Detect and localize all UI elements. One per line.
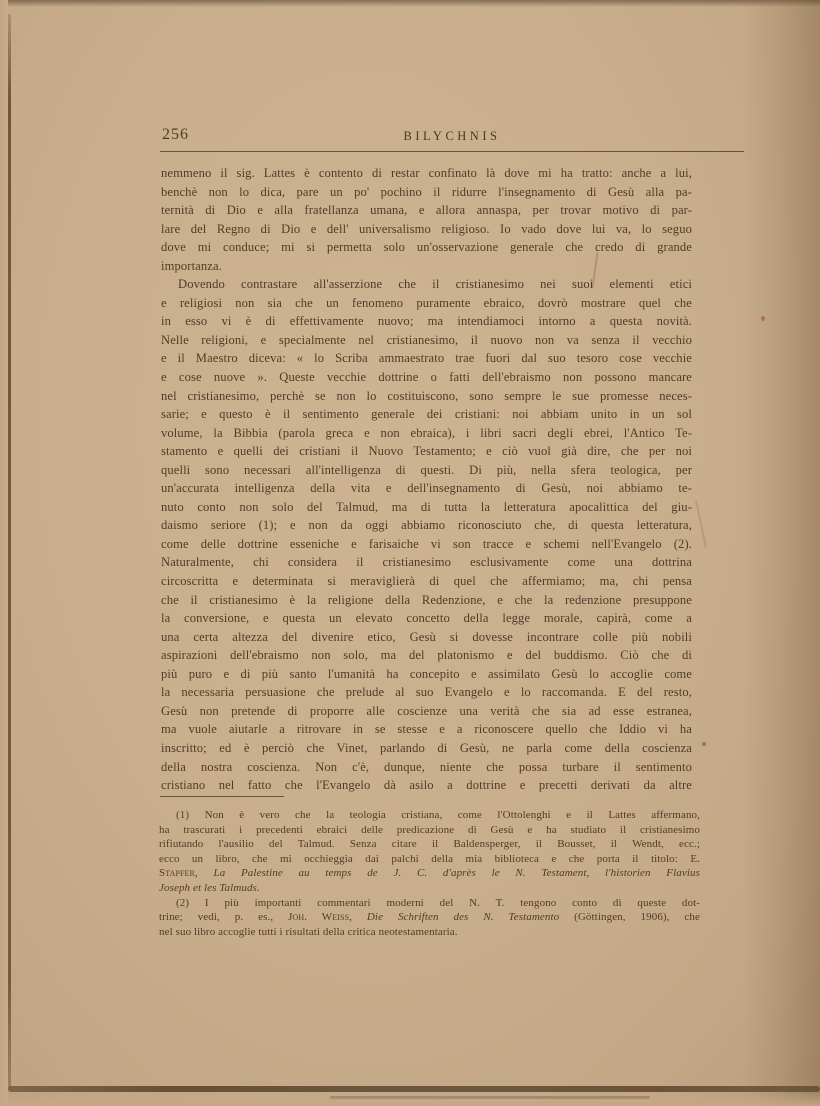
footnote-line xyxy=(159,925,700,940)
body-line xyxy=(161,331,692,350)
text-segment: Die Schriften des N. Testamento xyxy=(366,911,560,924)
text-segment: , xyxy=(349,911,367,924)
text-segment: La Palestine au temps de J. C. d'après le N. Testament, l'historien Flavius xyxy=(213,867,700,880)
paragraph xyxy=(161,275,692,794)
text-segment: Joh. Weiss xyxy=(288,911,350,924)
footnote-line xyxy=(159,808,700,823)
text-segment: (Göttingen, 1906), che xyxy=(559,911,700,924)
text-segment: inscritto; ed è perciò che Vinet, parlando di Gesù, ne parla come della coscienza xyxy=(161,740,692,755)
body-line xyxy=(161,572,692,591)
body-line xyxy=(161,758,692,777)
text-segment: un'accurata intelligenza della vita e dell'insegnamento di Gesù, noi abbiamo te- xyxy=(161,481,692,496)
text-segment: nuto conto non solo del Talmud, ma di tutta la letteratura apocalittica del giu- xyxy=(161,499,692,514)
paper-crease xyxy=(695,500,707,547)
body-line xyxy=(161,387,692,406)
body-line xyxy=(161,220,692,239)
text-segment: stamento e quelli dei cristiani il Nuovo Testamento; e ciò vuol già dire, che per noi xyxy=(161,444,692,459)
text-segment: Dovendo contrastare all'asserzione che il cristianesimo nei suoi elementi etici xyxy=(178,277,692,292)
body-line xyxy=(161,294,692,313)
footnote-line xyxy=(159,852,700,867)
body-line xyxy=(161,424,692,443)
text-segment: della nostra coscienza. Non c'è, dunque, niente che possa turbare il sentimento xyxy=(161,759,692,774)
text-segment: ternità di Dio e alla fratellanza umana, e allora annaspa, per trovar motivo di par- xyxy=(161,203,692,218)
body-line xyxy=(161,312,692,331)
body-line xyxy=(161,238,692,257)
running-title: BILYCHNIS xyxy=(403,129,501,143)
footnote-line xyxy=(159,896,700,911)
page-left-edge xyxy=(0,0,8,1106)
body-line xyxy=(161,646,692,665)
body-line xyxy=(161,442,692,461)
text-segment: come delle dottrine esseniche e farisaiche vi son tracce e schemi nell'Evangelo (2). xyxy=(161,536,692,551)
text-segment: la necessaria persuasione che prelude al suo Evangelo e lo raccomanda. E del resto, xyxy=(161,685,692,700)
text-segment: in esso vi è di effettivamente nuovo; ma intendiamoci intorno a questa novità. xyxy=(161,314,692,329)
body-line xyxy=(161,368,692,387)
text-segment: nel suo libro accoglie tutti i risultati della critica neotestamentaria. xyxy=(159,925,458,938)
text-segment: ecco un libro, che mi occhieggia dai palchi della mia biblioteca e che porta il titolo: E. xyxy=(159,852,700,865)
body-line xyxy=(161,720,692,739)
text-segment: nel cristianesimo, perchè se non lo costituiscono, sono sempre le sue promesse neces- xyxy=(161,388,692,403)
body-line xyxy=(161,498,692,517)
text-segment: daismo seriore (1); e non da oggi abbiamo riconosciuto che, di questa letteratura, xyxy=(161,518,692,533)
text-segment: quelli sono necessari all'intelligenza di questi. Di più, nella sfera teologica, per xyxy=(161,462,692,477)
text-segment: ha trascurati i precedenti ebraici delle predicazione di Gesù e ha studiato il cristianesimo xyxy=(159,823,700,836)
text-segment: e religiosi non sia che un fenomeno puramente ebraico, dovrò mostrare quel che xyxy=(161,295,692,310)
text-segment: circoscritta e determinata si meraviglierà di quel che affermiamo; ma, chi pensa xyxy=(161,574,692,589)
text-segment: Joseph et les Talmuds. xyxy=(159,881,260,894)
body-line xyxy=(161,349,692,368)
paragraph xyxy=(161,164,692,275)
page-number: 256 xyxy=(162,126,189,143)
text-segment: trine; vedi, p. es., xyxy=(159,911,289,924)
body-line xyxy=(161,553,692,572)
body-line xyxy=(161,164,692,183)
text-segment: volume, la Bibbia (parola greca e non ebraica), i libri sacri degli ebrei, l'Antico Te- xyxy=(161,425,692,440)
page-header xyxy=(160,124,744,154)
body-line xyxy=(161,535,692,554)
footnote-line xyxy=(159,910,700,925)
body-line xyxy=(161,702,692,721)
body-line xyxy=(161,201,692,220)
text-segment: Gesù non pretende di proporre alle coscienze una verità che sia ad esse estranea, xyxy=(161,703,692,718)
body-line xyxy=(161,275,692,294)
text-segment: Stapfer xyxy=(159,867,195,880)
text-segment: benchè non lo dica, pare un po' pochino il ridurre l'insegnamento di Gesù alla pa- xyxy=(161,184,692,199)
body-line xyxy=(161,628,692,647)
text-segment: lare del Regno di Dio e dell' universalismo religioso. Io vado dove lui va, lo seguo xyxy=(161,221,692,236)
page-bottom-margin xyxy=(0,1092,820,1106)
footnote-line xyxy=(159,866,700,881)
body-line xyxy=(161,257,692,276)
text-segment: rifiutando l'ausilio del Talmud. Senza citare il Baldensperger, il Bousset, il Wendt, ecc.; xyxy=(159,838,700,851)
text-segment: (2) I più importanti commentari moderni del N. T. tengono conto di queste dot- xyxy=(176,896,700,909)
text-segment: la conversione, e questa un elevato concetto della legge morale, capirà, come a xyxy=(161,611,692,626)
text-segment: cristiano nel fatto che l'Evangelo dà asilo a dottrine e precetti derivati da altre xyxy=(161,778,692,793)
paper-speck xyxy=(761,316,765,321)
footnote-separator xyxy=(160,796,284,797)
text-segment: e cose nuove ». Queste vecchie dottrine o fatti dell'ebraismo non possono mancare xyxy=(161,370,692,385)
text-segment: Nelle religioni, e specialmente nel cristianesimo, il nuovo non va senza il vecchio xyxy=(161,332,692,347)
text-segment: Naturalmente, chi considera il cristianesimo esclusivamente come una dottrina xyxy=(161,555,692,570)
text-segment: ma vuole aiutarle a ritrovare in se stesse e a riconoscere quello che Iddio vi ha xyxy=(161,722,692,737)
body-line xyxy=(161,461,692,480)
header-rule xyxy=(160,151,744,152)
paper-speck xyxy=(702,742,706,746)
page-gutter-line xyxy=(8,14,11,1088)
page-right-edge-shadow xyxy=(742,0,820,1106)
body-line xyxy=(161,183,692,202)
text-segment: , xyxy=(194,867,214,880)
text-segment: dove mi conduce; mi si permetta solo un'osservazione generale che credo di grande xyxy=(161,240,692,255)
body-line xyxy=(161,591,692,610)
body-text xyxy=(161,164,692,795)
paragraph xyxy=(159,896,700,940)
body-line xyxy=(161,516,692,535)
body-line xyxy=(161,479,692,498)
body-line xyxy=(161,776,692,795)
footnote-line xyxy=(159,837,700,852)
text-segment: (1) Non è vero che la teologia cristiana, come l'Ottolenghi e il Lattes affermano, xyxy=(176,809,700,821)
page-top-edge xyxy=(0,0,820,7)
body-line xyxy=(161,683,692,702)
body-line xyxy=(161,405,692,424)
text-segment: sarie; e questo è il sentimento generale dei cristiani: noi abbiam unito in un sol xyxy=(161,407,692,422)
text-segment: una certa altezza del divenire etico, Gesù si dovesse incontrare colle più nobili xyxy=(161,629,692,644)
text-segment: importanza. xyxy=(161,258,222,273)
text-segment: aspirazioni dell'ebraismo non solo, ma del platonismo e del buddismo. Ciò che di xyxy=(161,648,692,663)
body-line xyxy=(161,665,692,684)
text-segment: nemmeno il sig. Lattes è contento di restar confinato là dove mi ha tratto: anche a lui, xyxy=(161,166,692,180)
paragraph xyxy=(159,808,700,896)
text-segment: che il cristianesimo è la religione della Redenzione, e che la redenzione presuppone xyxy=(161,592,692,607)
body-line xyxy=(161,739,692,758)
footnotes xyxy=(159,808,700,939)
body-line xyxy=(161,609,692,628)
text-segment: e il Maestro diceva: « lo Scriba ammaestrato trae fuori dal suo tesoro cose vecchie xyxy=(161,351,692,366)
footnote-line xyxy=(159,823,700,838)
footnote-line xyxy=(159,881,700,896)
text-segment: più puro e di più santo l'umanità ha concepito e assimilato Gesù lo accoglie come xyxy=(161,666,692,681)
